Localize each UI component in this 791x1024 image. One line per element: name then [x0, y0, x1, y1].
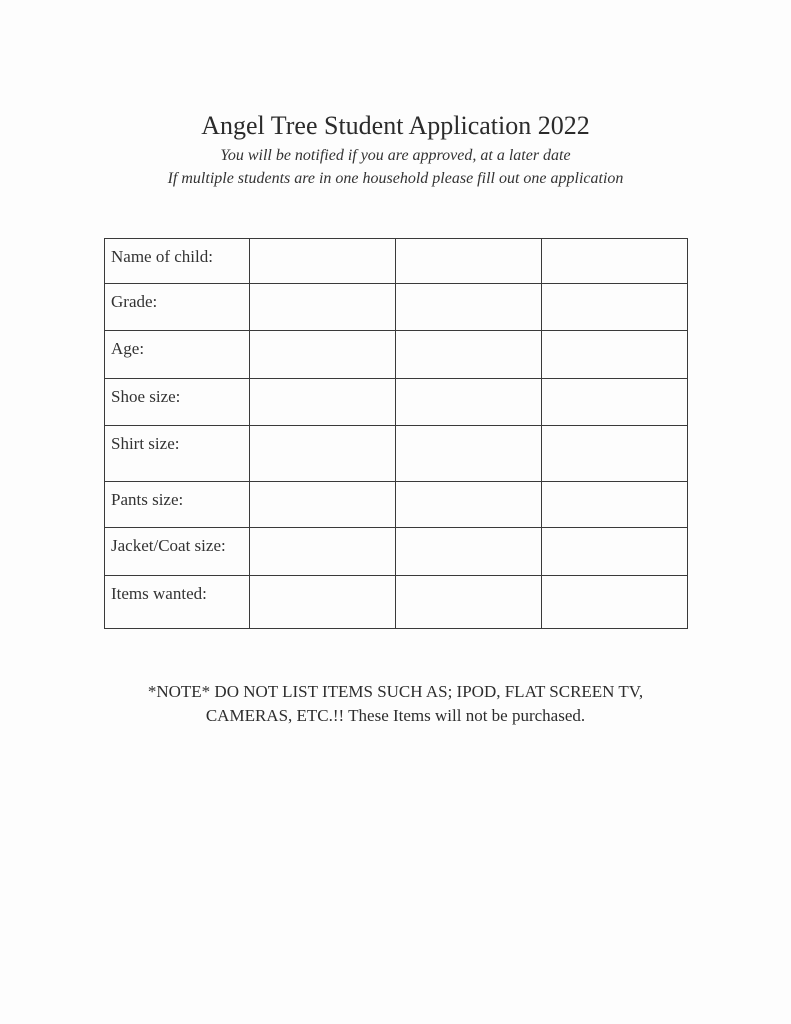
name-of-child-field-3[interactable] — [542, 239, 688, 284]
purchase-note-line-1: *NOTE* DO NOT LIST ITEMS SUCH AS; IPOD, FLAT SCREEN TV, — [147, 682, 644, 701]
shirt-size-label: Shirt size: — [105, 426, 250, 482]
shoe-size-field-3[interactable] — [542, 379, 688, 426]
page-title: Angel Tree Student Application 2022 — [201, 111, 590, 140]
grade-field-3[interactable] — [542, 284, 688, 331]
name-of-child-field-2[interactable] — [396, 239, 542, 284]
jacket-coat-size-field-2[interactable] — [396, 528, 542, 576]
age-field-1[interactable] — [250, 331, 396, 379]
jacket-coat-size-field-3[interactable] — [542, 528, 688, 576]
shoe-size-field-1[interactable] — [250, 379, 396, 426]
form-row-items-wanted — [105, 576, 688, 629]
pants-size-field-2[interactable] — [396, 482, 542, 528]
household-instruction: If multiple students are in one household please fill out one application — [167, 170, 624, 187]
purchase-note-line-2: CAMERAS, ETC.!! These Items will not be purchased. — [205, 706, 586, 725]
pants-size-field-3[interactable] — [542, 482, 688, 528]
grade-field-2[interactable] — [396, 284, 542, 331]
purchase-note — [0, 680, 791, 728]
approval-notice: You will be notified if you are approved, at a later date — [220, 147, 571, 164]
items-wanted-label: Items wanted: — [105, 576, 250, 629]
items-wanted-field-1[interactable] — [250, 576, 396, 629]
jacket-coat-size-label: Jacket/Coat size: — [105, 528, 250, 576]
shoe-size-field-2[interactable] — [396, 379, 542, 426]
age-field-3[interactable] — [542, 331, 688, 379]
application-form-table — [104, 238, 688, 629]
shoe-size-label: Shoe size: — [105, 379, 250, 426]
grade-field-1[interactable] — [250, 284, 396, 331]
jacket-coat-size-field-1[interactable] — [250, 528, 396, 576]
pants-size-label: Pants size: — [105, 482, 250, 528]
form-row-grade — [105, 284, 688, 331]
age-label: Age: — [105, 331, 250, 379]
form-row-shoe-size — [105, 379, 688, 426]
age-field-2[interactable] — [396, 331, 542, 379]
items-wanted-field-3[interactable] — [542, 576, 688, 629]
grade-label: Grade: — [105, 284, 250, 331]
shirt-size-field-2[interactable] — [396, 426, 542, 482]
name-of-child-label: Name of child: — [105, 239, 250, 284]
form-row-name — [105, 239, 688, 284]
name-of-child-field-1[interactable] — [250, 239, 396, 284]
form-row-age — [105, 331, 688, 379]
shirt-size-field-1[interactable] — [250, 426, 396, 482]
pants-size-field-1[interactable] — [250, 482, 396, 528]
form-row-pants-size — [105, 482, 688, 528]
items-wanted-field-2[interactable] — [396, 576, 542, 629]
form-row-jacket-coat-size — [105, 528, 688, 576]
shirt-size-field-3[interactable] — [542, 426, 688, 482]
form-row-shirt-size — [105, 426, 688, 482]
